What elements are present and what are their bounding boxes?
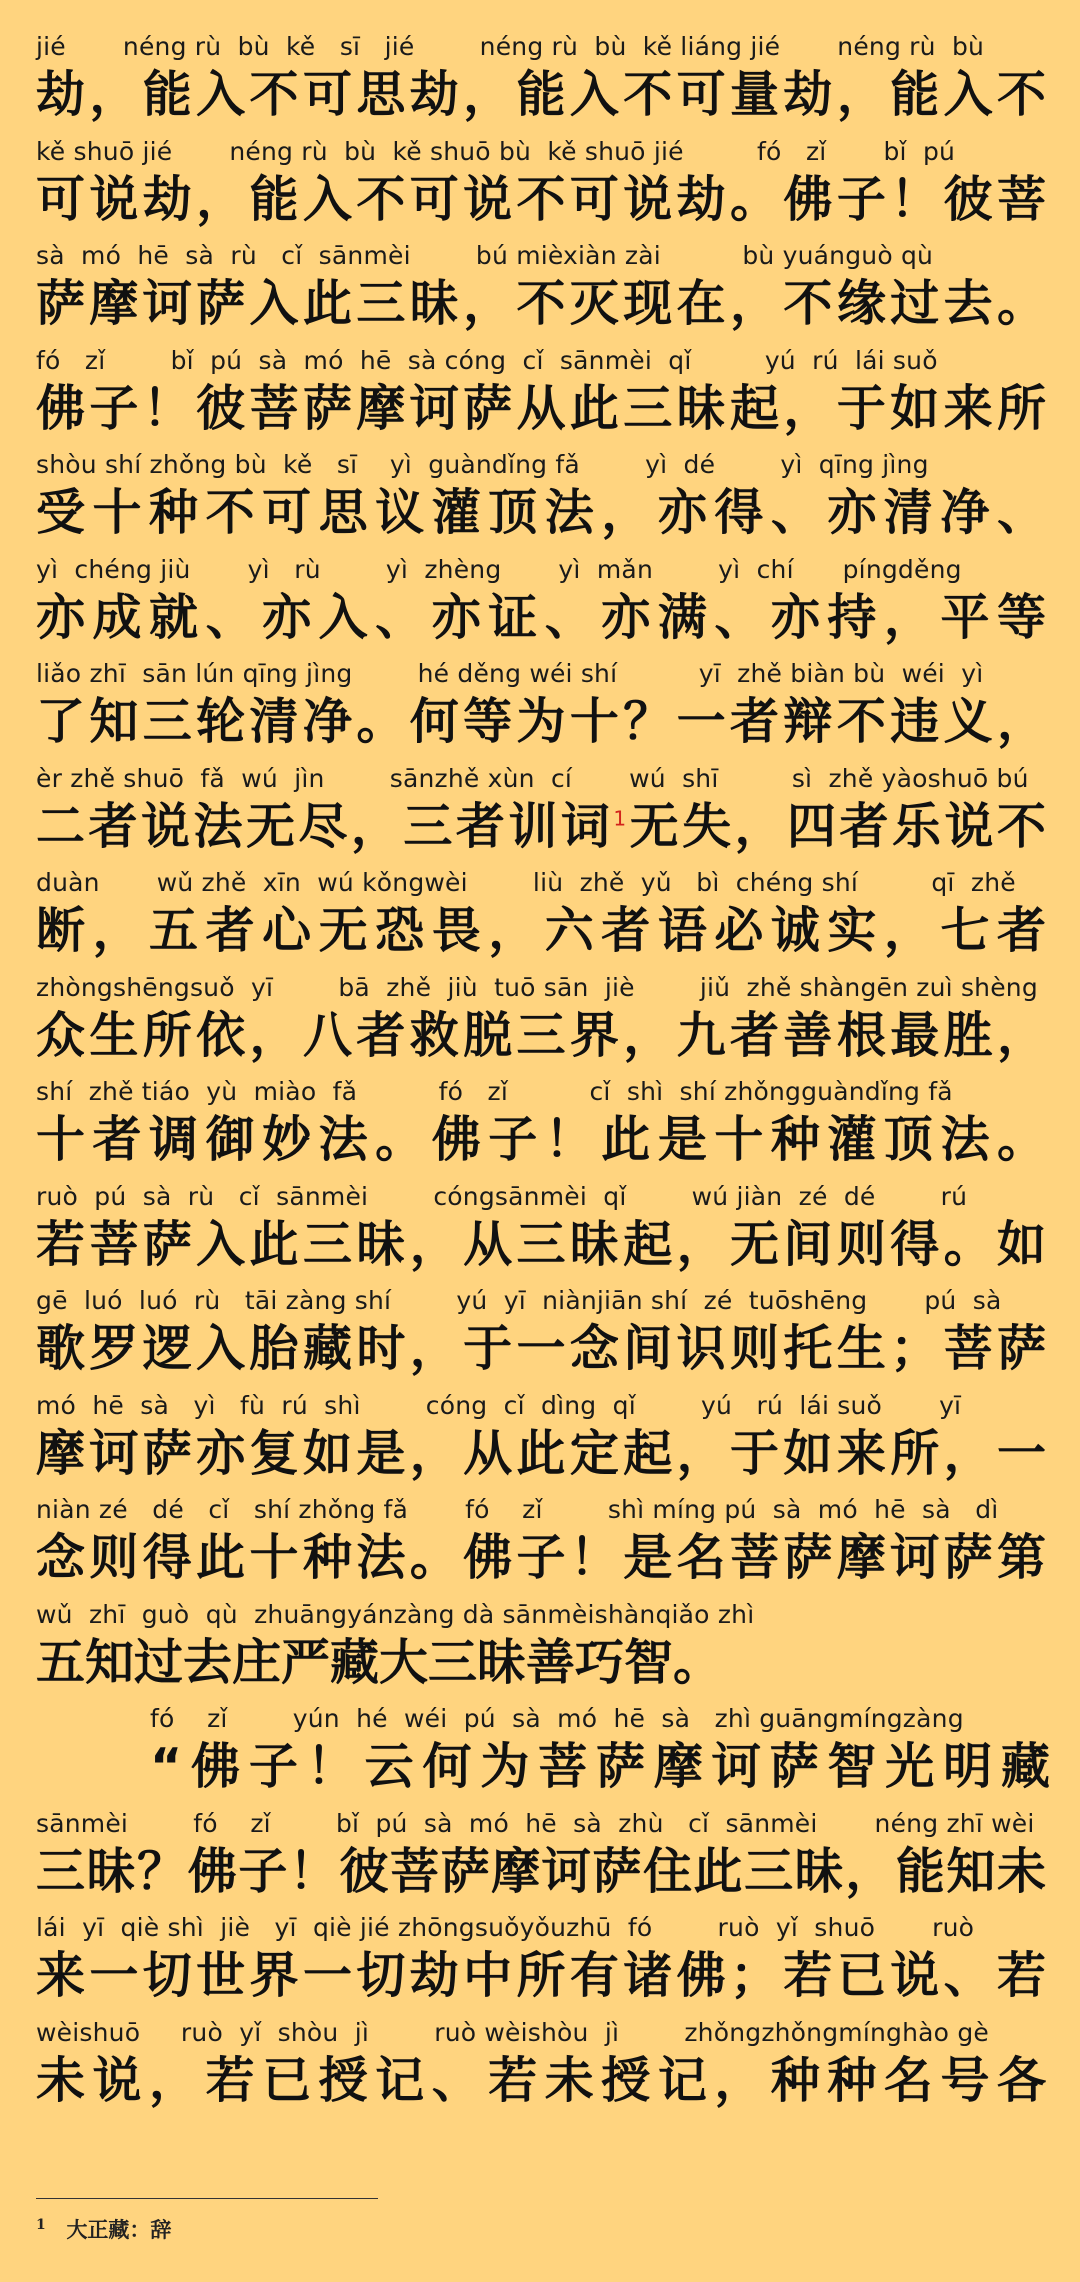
hanzi-line: 受十种不可思议灌顶法，亦得、亦清净、 bbox=[36, 484, 1046, 541]
text-line bbox=[36, 1077, 1046, 1181]
hanzi-line: 了知三轮清净。何等为十？一者辩不违义， bbox=[36, 693, 1046, 750]
pinyin-line: wèishuō ruò yǐ shòu jì ruò wèishòu jì zhǒngzhǒngmínghào gè bbox=[36, 2017, 989, 2047]
pinyin-line: zhòngshēngsuǒ yī bā zhě jiù tuō sān jiè jiǔ zhě shàngēn zuì shèng bbox=[36, 972, 1038, 1002]
footnote-divider bbox=[36, 2198, 378, 2199]
text-line bbox=[36, 1913, 1046, 2017]
text-line bbox=[36, 1182, 1046, 1286]
pinyin-line: yì chéng jiù yì rù yì zhèng yì mǎn yì chí píngděng bbox=[36, 554, 962, 584]
text-line bbox=[36, 1809, 1046, 1913]
text-line bbox=[36, 764, 1046, 868]
text-line bbox=[36, 241, 1046, 345]
hanzi-line: 歌罗逻入胎藏时，于一念间识则托生；菩萨 bbox=[36, 1320, 1046, 1377]
text-line bbox=[36, 973, 1046, 1077]
hanzi-line: 二者说法无尽，三者训词$^1$无失，四者乐说不 bbox=[36, 797, 1046, 855]
hanzi-line: 若菩萨入此三昧，从三昧起，无间则得。如 bbox=[36, 1215, 1046, 1273]
hanzi-line: 萨摩诃萨入此三昧，不灭现在，不缘过去。 bbox=[36, 275, 1046, 332]
hanzi-line: 亦成就、亦入、亦证、亦满、亦持，平等 bbox=[36, 588, 1046, 646]
pinyin-line: gē luó luó rù tāi zàng shí yú yī niànjiān shí zé tuōshēng pú sà bbox=[36, 1286, 1002, 1315]
text-line bbox=[36, 1286, 1046, 1390]
hanzi-line: 五知过去庄严藏大三昧善巧智。 bbox=[36, 1633, 723, 1691]
text-line bbox=[36, 346, 1046, 450]
text-line bbox=[36, 137, 1046, 241]
pinyin-line: fó zǐ yún hé wéi pú sà mó hē sà zhì guāngmíngzàng bbox=[150, 1704, 964, 1733]
hanzi-line: 劫，能入不可思劫，能入不可量劫，能入不 bbox=[36, 66, 1046, 123]
hanzi-line: 十者调御妙法。佛子！此是十种灌顶法。 bbox=[36, 1111, 1046, 1168]
pinyin-line: fó zǐ bǐ pú sà mó hē sà cóng cǐ sānmèi qǐ yú rú lái suǒ bbox=[36, 345, 938, 375]
hanzi-line: 未说，若已授记、若未授记，种种名号各 bbox=[36, 2051, 1046, 2109]
text-line bbox=[36, 868, 1046, 972]
pinyin-line: kě shuō jié néng rù bù kě shuō bù kě shuō jié fó zǐ bǐ pú bbox=[36, 136, 956, 166]
pinyin-line: shí zhě tiáo yù miào fǎ fó zǐ cǐ shì shí zhǒngguàndǐng fǎ bbox=[36, 1077, 953, 1106]
pinyin-line: ruò pú sà rù cǐ sānmèi cóngsānmèi qǐ wú jiàn zé dé rú bbox=[36, 1181, 968, 1211]
pinyin-line: shòu shí zhǒng bù kě sī yì guàndǐng fǎ yì dé yì qīng jìng bbox=[36, 450, 929, 479]
pinyin-line: èr zhě shuō fǎ wú jìn sānzhě xùn cí wú shī sì zhě yàoshuō bú bbox=[36, 763, 1029, 793]
pinyin-line: niàn zé dé cǐ shí zhǒng fǎ fó zǐ shì míng pú sà mó hē sà dì bbox=[36, 1495, 999, 1524]
hanzi-line: 来一切世界一切劫中所有诸佛；若已说、若 bbox=[36, 1947, 1046, 2004]
footnote-number: 1 bbox=[36, 2217, 46, 2233]
footnote-marker[interactable]: 1 bbox=[613, 806, 627, 831]
text-line bbox=[36, 450, 1046, 554]
text-line bbox=[36, 1391, 1046, 1495]
footnote bbox=[36, 2214, 171, 2244]
text-line bbox=[36, 1600, 1046, 1704]
hanzi-line: “佛子！云何为菩萨摩诃萨智光明藏 bbox=[150, 1738, 1050, 1795]
hanzi-line: 三昧？佛子！彼菩萨摩诃萨住此三昧，能知未 bbox=[36, 1842, 1046, 1900]
text-line bbox=[36, 1495, 1046, 1599]
hanzi-line: 念则得此十种法。佛子！是名菩萨摩诃萨第 bbox=[36, 1529, 1046, 1586]
pinyin-line: sānmèi fó zǐ bǐ pú sà mó hē sà zhù cǐ sānmèi néng zhī wèi bbox=[36, 1808, 1035, 1838]
footnote-text: 大正藏：辞 bbox=[66, 2217, 172, 2242]
text-line bbox=[36, 659, 1046, 763]
pinyin-line: wǔ zhī guò qù zhuāngyánzàng dà sānmèishànqiǎo zhì bbox=[36, 1599, 755, 1629]
text-line bbox=[36, 555, 1046, 659]
hanzi-line: 可说劫，能入不可说不可说劫。佛子！彼菩 bbox=[36, 170, 1046, 228]
text-line bbox=[150, 1704, 1050, 1808]
pinyin-line: mó hē sà yì fù rú shì cóng cǐ dìng qǐ yú rú lái suǒ yī bbox=[36, 1390, 962, 1420]
pinyin-line: sà mó hē sà rù cǐ sānmèi bú mièxiàn zài bù yuánguò qù bbox=[36, 241, 934, 270]
pinyin-line: jié néng rù bù kě sī jié néng rù bù kě liáng jié néng rù bù bbox=[36, 32, 985, 61]
hanzi-line: 众生所依，八者救脱三界，九者善根最胜， bbox=[36, 1006, 1046, 1064]
pinyin-line: liǎo zhī sān lún qīng jìng hé děng wéi shí yī zhě biàn bù wéi yì bbox=[36, 659, 984, 688]
hanzi-line: 摩诃萨亦复如是，从此定起，于如来所，一 bbox=[36, 1424, 1046, 1482]
pinyin-line: duàn wǔ zhě xīn wú kǒngwèi liù zhě yǔ bì chéng shí qī zhě bbox=[36, 868, 1016, 897]
hanzi-line: 断，五者心无恐畏，六者语必诚实，七者 bbox=[36, 902, 1046, 959]
text-line bbox=[36, 32, 1046, 136]
hanzi-line: 佛子！彼菩萨摩诃萨从此三昧起，于如来所 bbox=[36, 379, 1046, 437]
pinyin-line: lái yī qiè shì jiè yī qiè jié zhōngsuǒyǒuzhū fó ruò yǐ shuō ruò bbox=[36, 1913, 975, 1942]
text-line bbox=[36, 2018, 1046, 2122]
